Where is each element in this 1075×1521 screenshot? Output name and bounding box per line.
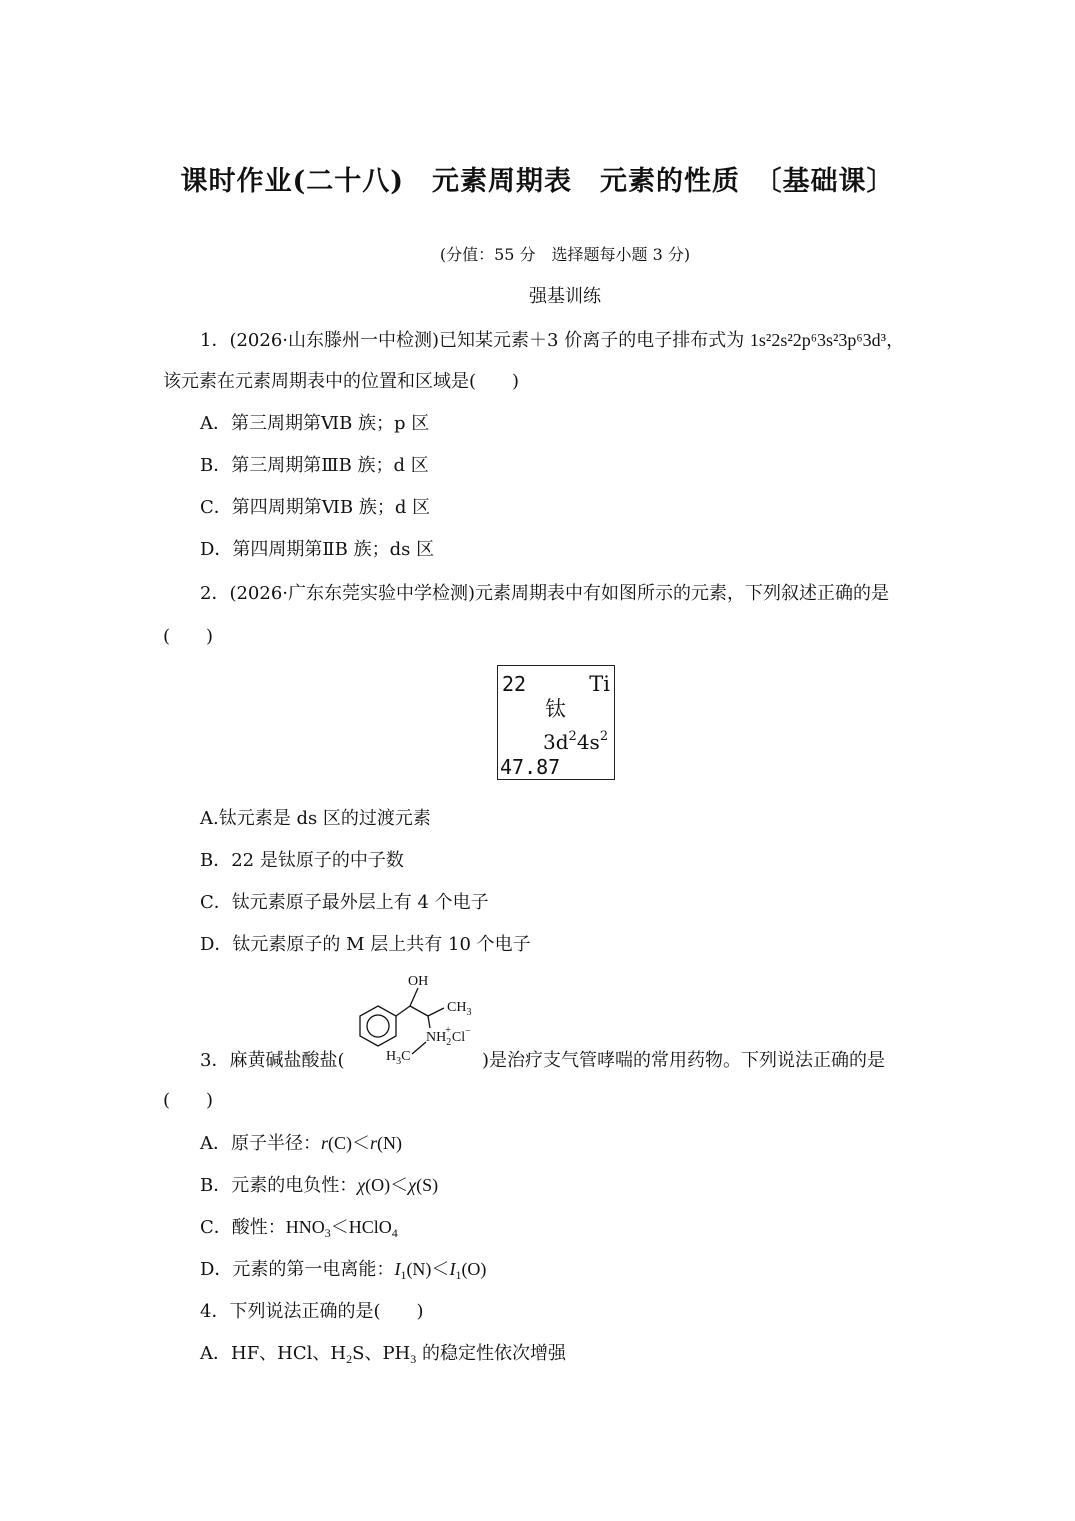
element-symbol: Ti — [589, 672, 610, 696]
ch3-label: $CH_3$ — [447, 1000, 472, 1018]
atomic-mass: 47.87 — [500, 755, 561, 779]
q3-stem-line2: ( ) — [163, 1090, 214, 1111]
h3c-label: $H_3C$ — [386, 1049, 411, 1067]
q3-option-d[interactable]: D．元素的第一电离能：$I_1(N)<I_1(O)$ — [200, 1259, 487, 1282]
q1-option-d[interactable]: D．第四周期第ⅡB 族；ds 区 — [200, 539, 435, 560]
q2-option-d[interactable]: D．钛元素原子的 M 层上共有 10 个电子 — [200, 934, 531, 955]
score-info: (分值：55 分 选择题每小题 3 分) — [439, 245, 691, 264]
nh2-cl-label: $NH_2+Cl^-$ — [426, 1025, 471, 1048]
oh-label: OH — [408, 974, 429, 989]
q4-option-a[interactable]: A．HF、HCl、$H_2S$、$PH_3$ 的稳定性依次增强 — [200, 1343, 566, 1366]
q3-option-c[interactable]: C．酸性：$HNO_3<HClO_4$ — [200, 1217, 398, 1240]
q2-option-c[interactable]: C．钛元素原子最外层上有 4 个电子 — [200, 892, 489, 913]
q1-stem-line2: 该元素在元素周期表中的位置和区域是( ) — [163, 371, 520, 392]
q1-option-a[interactable]: A．第三周期第ⅥB 族；p 区 — [200, 413, 430, 434]
q3-stem-suffix: )是治疗支气管哮喘的常用药物。下列说法正确的是 — [482, 1050, 886, 1071]
q3-option-a[interactable]: A．原子半径：r(C)＜r(N) — [200, 1133, 403, 1154]
atomic-number: 22 — [502, 672, 527, 696]
section-heading: 强基训练 — [529, 286, 601, 307]
ephedrine-hcl-structure — [348, 968, 483, 1072]
element-tile — [497, 665, 615, 780]
q2-option-b[interactable]: B．22 是钛原子的中子数 — [200, 850, 404, 871]
q4-stem: 4．下列说法正确的是( ) — [200, 1301, 424, 1322]
q1-option-c[interactable]: C．第四周期第ⅥB 族；d 区 — [200, 497, 431, 518]
q3-option-b[interactable]: B．元素的电负性：χ(O)＜χ(S) — [200, 1175, 439, 1196]
q1-stem-line1: 1．(2026·山东滕州一中检测)已知某元素＋3 价离子的电子排布式为 1s²2s²2p⁶3s²3p⁶3d³， — [200, 330, 905, 351]
page-title: 课时作业(二十八) 元素周期表 元素的性质 〔基础课〕 — [180, 166, 895, 197]
q2-stem-line2: ( ) — [163, 626, 214, 647]
q2-option-a[interactable]: A.钛元素是 ds 区的过渡元素 — [200, 808, 431, 829]
valence-config: $3d^24s^2$ — [543, 729, 609, 754]
q1-electron-config: 1s²2s²2p⁶3s²3p⁶3d³ — [749, 330, 887, 350]
element-name: 钛 — [545, 697, 566, 721]
q3-stem-prefix: 3．麻黄碱盐酸盐( — [200, 1050, 345, 1071]
q2-stem-line1: 2．(2026·广东东莞实验中学检测)元素周期表中有如图所示的元素，下列叙述正确的是 — [200, 583, 890, 604]
q1-option-b[interactable]: B．第三周期第ⅢB 族；d 区 — [200, 455, 429, 476]
